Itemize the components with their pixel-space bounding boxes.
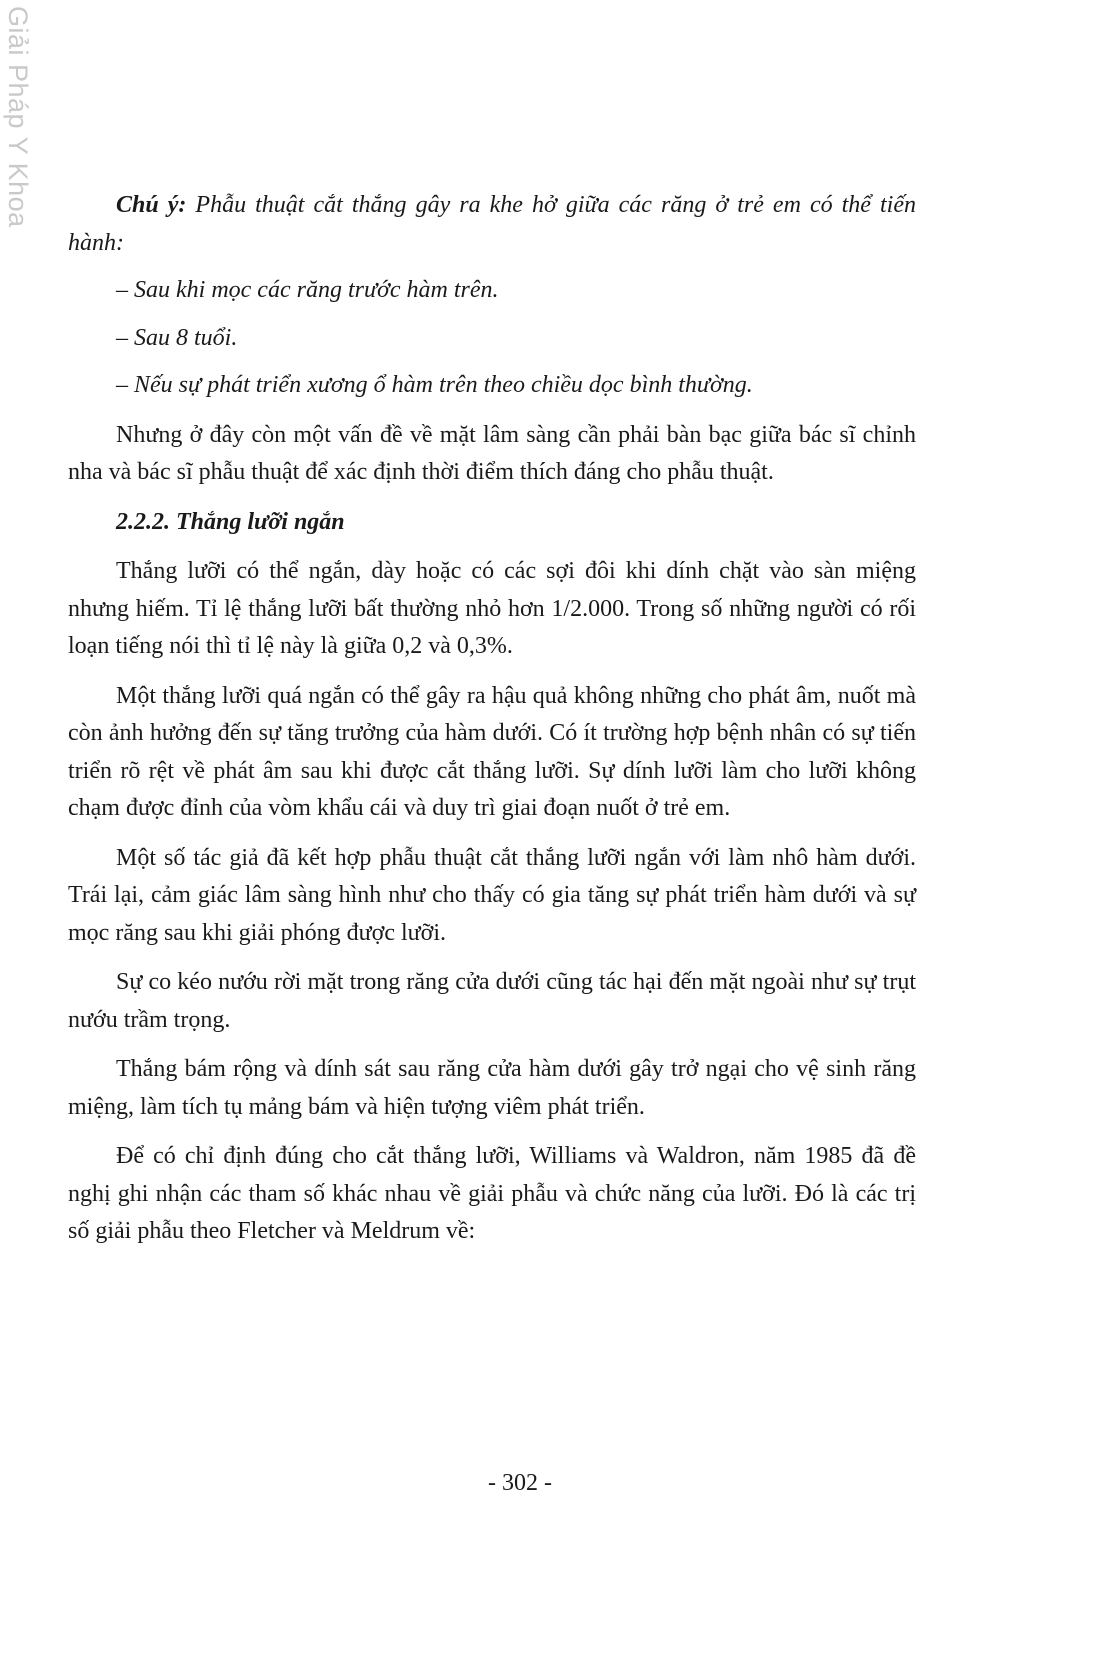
body-paragraph: Thắng lưỡi có thể ngắn, dày hoặc có các sợi đôi khi dính chặt vào sàn miệng nhưng hiếm. Tỉ lệ thắng lưỡi bất thường nhỏ hơn 1/2.000. Trong số những người có rối loạn tiếng nói thì tỉ lệ này là giữa 0,2 và 0,3%. — [68, 558, 916, 659]
watermark: Giải Pháp Y Khoa — [3, 6, 33, 228]
body-paragraph: Một số tác giả đã kết hợp phẫu thuật cắt thắng lưỡi ngắn với làm nhô hàm dưới. Trái lại, cảm giác lâm sàng hình như cho thấy có gia tăng sự phát triển hàm dưới và sự mọc răng sau khi giải phóng được lưỡi. — [68, 844, 916, 946]
bullet-item: – Sau khi mọc các răng trước hàm trên. — [116, 277, 499, 303]
body-paragraph: Để có chỉ định đúng cho cắt thắng lưỡi, Williams và Waldron, năm 1985 đã đề nghị ghi nhận các tham số khác nhau về giải phẫu và chức năng của lưỡi. Đó là các trị số giải phẫu theo Fletcher và Meldrum về: — [68, 1143, 916, 1244]
note-paragraph — [68, 187, 916, 262]
bullet-item: – Nếu sự phát triển xương ổ hàm trên theo chiều dọc bình thường. — [116, 372, 753, 398]
section-heading: 2.2.2. Thắng lưỡi ngắn — [116, 508, 345, 535]
bullet-item: – Sau 8 tuổi. — [116, 324, 238, 351]
note-text: Phẫu thuật cắt thắng gây ra khe hở giữa các răng ở trẻ em có thể tiến hành: — [68, 192, 916, 256]
body-paragraph: Nhưng ở đây còn một vấn đề về mặt lâm sàng cần phải bàn bạc giữa bác sĩ chỉnh nha và bác sĩ phẫu thuật để xác định thời điểm thích đáng cho phẫu thuật. — [68, 421, 916, 485]
body-paragraph: Sự co kéo nướu rời mặt trong răng cửa dưới cũng tác hại đến mặt ngoài như sự trụt nướu trầm trọng. — [68, 969, 916, 1033]
body-paragraph: Thắng bám rộng và dính sát sau răng cửa hàm dưới gây trở ngại cho vệ sinh răng miệng, làm tích tụ mảng bám và hiện tượng viêm phát triển. — [68, 1056, 916, 1120]
note-label: Chú ý: — [116, 192, 187, 218]
page-body — [68, 187, 916, 1251]
page-number: - 302 - — [488, 1470, 552, 1496]
body-paragraph: Một thắng lưỡi quá ngắn có thể gây ra hậu quả không những cho phát âm, nuốt mà còn ảnh hưởng đến sự tăng trưởng của hàm dưới. Có ít trường hợp bệnh nhân có sự tiến triển rõ rệt về phát âm sau khi được cắt thắng lưỡi. Sự dính lưỡi làm cho lưỡi không chạm được đỉnh của vòm khẩu cái và duy trì giai đoạn nuốt ở trẻ em. — [68, 682, 916, 821]
